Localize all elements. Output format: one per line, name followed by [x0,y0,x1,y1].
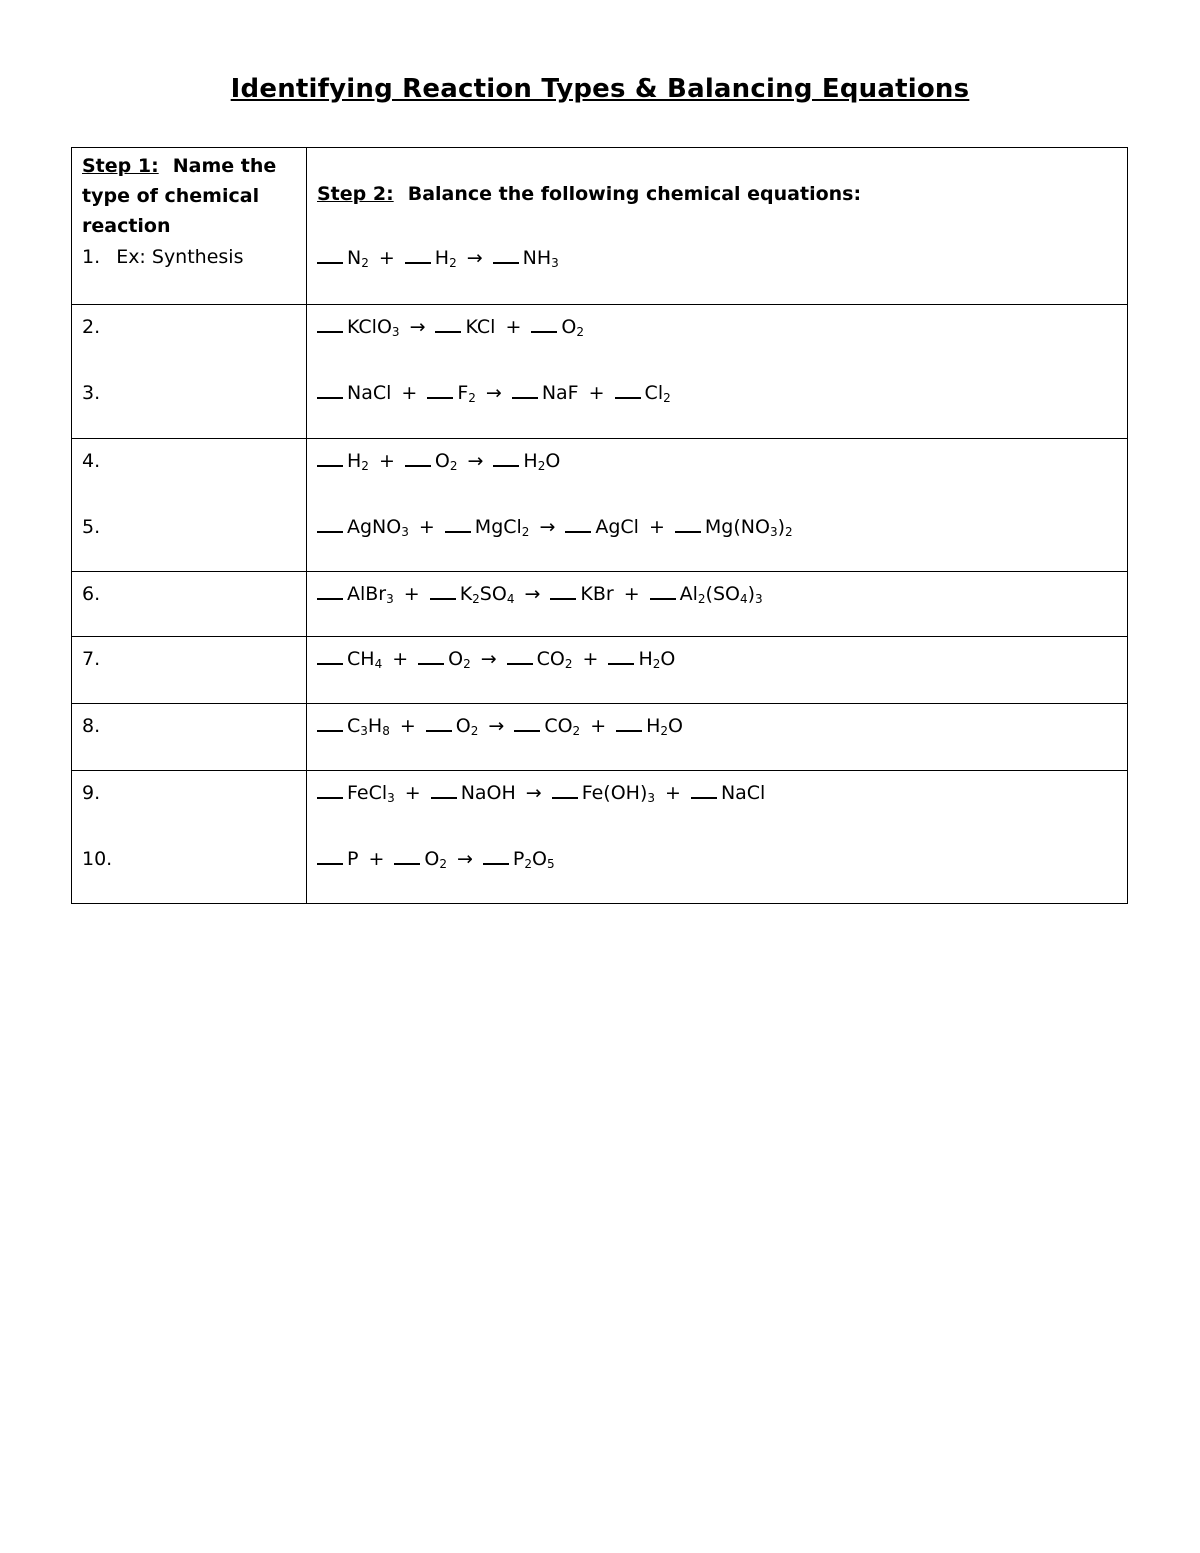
arrow-icon: → [466,247,483,269]
arrow-icon: → [524,583,541,605]
coefficient-blank[interactable] [405,262,431,264]
chemical-species: $NH_3$ [522,247,559,270]
chemical-species: $K_2SO_4$ [459,583,515,606]
step1-text: Name the type of chemical reaction [82,155,277,237]
plus-sign: + [588,382,605,404]
table-row [72,439,1128,572]
equation-3 [317,377,1117,409]
plus-sign: + [648,516,665,538]
chemical-species: $CO_2$ [536,648,573,671]
coefficient-blank[interactable] [483,863,509,865]
coefficient-blank[interactable] [615,397,641,399]
plus-sign: + [404,782,421,804]
step2-label: Step 2: [317,183,394,205]
plus-sign: + [378,450,395,472]
question-number: 10. [82,848,113,870]
chemical-species: $C_3H_8$ [347,715,390,738]
worksheet-title: Identifying Reaction Types & Balancing Equations [230,74,970,104]
chemical-species: $Mg(NO_3)_2$ [704,516,793,539]
chemical-species: $Al_2(SO_4)_3$ [679,583,763,606]
chemical-species: NaOH [460,782,516,804]
plus-sign: + [590,715,607,737]
coefficient-blank[interactable] [507,663,533,665]
arrow-icon: → [480,648,497,670]
question-number: 7. [82,648,101,670]
chemical-species: $CH_4$ [347,648,383,671]
step1-label: Step 1: [82,155,159,177]
table-row [72,572,1128,637]
coefficient-blank[interactable] [445,531,471,533]
chemical-species: KClO$_3$ [347,316,400,339]
coefficient-blank[interactable] [317,797,343,799]
question-number: 4. [82,450,101,472]
equation-5 [317,511,1117,543]
coefficient-blank[interactable] [616,730,642,732]
chemical-species: $O_2$ [424,848,447,871]
coefficient-blank[interactable] [552,797,578,799]
question-number: 8. [82,715,101,737]
coefficient-blank[interactable] [317,465,343,467]
arrow-icon: → [525,782,542,804]
chemical-species: NaCl [720,782,766,804]
coefficient-blank[interactable] [317,598,343,600]
equation-4 [317,445,1117,477]
plus-sign: + [368,848,385,870]
chemical-species: FeCl$_3$ [347,782,395,805]
table-row [72,305,1128,439]
coefficient-blank[interactable] [426,730,452,732]
arrow-icon: → [467,450,484,472]
plus-sign: + [623,583,640,605]
plus-sign: + [665,782,681,804]
plus-sign: + [505,316,522,338]
coefficient-blank[interactable] [317,663,343,665]
table-row [72,771,1128,904]
chemical-species: $N_2$ [347,247,369,270]
chemical-species: $O_2$ [448,648,471,671]
coefficient-blank[interactable] [435,331,461,333]
plus-sign: + [392,648,409,670]
coefficient-blank[interactable] [317,331,343,333]
chemical-species: KCl [465,316,496,338]
chemical-species: NaCl [347,382,392,404]
coefficient-blank[interactable] [675,531,701,533]
question-number: 6. [82,583,101,605]
coefficient-blank[interactable] [514,730,540,732]
coefficient-blank[interactable] [550,598,576,600]
chemical-species: AlBr$_3$ [347,583,394,606]
coefficient-blank[interactable] [608,663,634,665]
equation-8 [317,710,1117,742]
question-number: 9. [82,782,101,804]
coefficient-blank[interactable] [317,262,343,264]
equation-6 [317,578,1117,610]
step2-cell [307,148,1128,305]
arrow-icon: → [457,848,473,870]
arrow-icon: → [488,715,505,737]
coefficient-blank[interactable] [493,262,519,264]
chemical-species: $CO_2$ [544,715,581,738]
question-number: 2. [82,316,101,338]
arrow-icon: → [539,516,556,538]
plus-sign: + [418,516,435,538]
chemical-species: MgCl$_2$ [474,516,530,539]
plus-sign: + [399,715,416,737]
chemical-species: $H_2$ [434,247,457,270]
equation-9 [317,777,1117,809]
chemical-species: $H_2$ [347,450,369,473]
coefficient-blank[interactable] [493,465,519,467]
chemical-species: AgNO$_3$ [347,516,409,539]
chemical-species: $O_2$ [561,316,584,339]
question-number: 3. [82,382,101,404]
worksheet-table [71,147,1128,904]
plus-sign: + [403,583,420,605]
step1-cell [72,148,307,305]
question-number: 1. [82,246,101,268]
table-row [72,148,1128,305]
chemical-species: AgCl [595,516,639,538]
chemical-species: P [347,848,359,870]
chemical-species: $H_2O$ [523,450,561,473]
chemical-species: KBr [580,583,614,605]
coefficient-blank[interactable] [650,598,676,600]
arrow-icon: → [485,382,502,404]
equation-2 [317,311,1117,343]
coefficient-blank[interactable] [394,863,420,865]
example-answer: Ex: Synthesis [116,246,244,268]
chemical-species: $Cl_2$ [644,382,671,405]
arrow-icon: → [409,316,426,338]
coefficient-blank[interactable] [531,331,557,333]
coefficient-blank[interactable] [317,730,343,732]
chemical-species: $O_2$ [434,450,458,473]
plus-sign: + [378,247,395,269]
step2-text: Balance the following chemical equations: [407,183,862,205]
coefficient-blank[interactable] [431,797,457,799]
coefficient-blank[interactable] [317,397,343,399]
table-row [72,637,1128,704]
coefficient-blank[interactable] [317,531,343,533]
chemical-species: $O_2$ [455,715,479,738]
chemical-species: $Fe(OH)_3$ [581,782,656,805]
plus-sign: + [582,648,599,670]
chemical-species: NaF [541,382,579,404]
coefficient-blank[interactable] [691,797,717,799]
coefficient-blank[interactable] [317,863,343,865]
coefficient-blank[interactable] [418,663,444,665]
question-number: 5. [82,516,101,538]
equation-10 [317,843,1117,875]
coefficient-blank[interactable] [565,531,591,533]
coefficient-blank[interactable] [512,397,538,399]
plus-sign: + [401,382,418,404]
equation-7 [317,643,1117,675]
coefficient-blank[interactable] [405,465,431,467]
chemical-species: $F_2$ [457,382,476,405]
coefficient-blank[interactable] [430,598,456,600]
table-row [72,704,1128,771]
chemical-species: $P_2O_5$ [512,848,555,871]
coefficient-blank[interactable] [427,397,453,399]
chemical-species: $H_2O$ [646,715,684,738]
chemical-species: $H_2O$ [638,648,676,671]
equation-1 [317,242,1117,274]
